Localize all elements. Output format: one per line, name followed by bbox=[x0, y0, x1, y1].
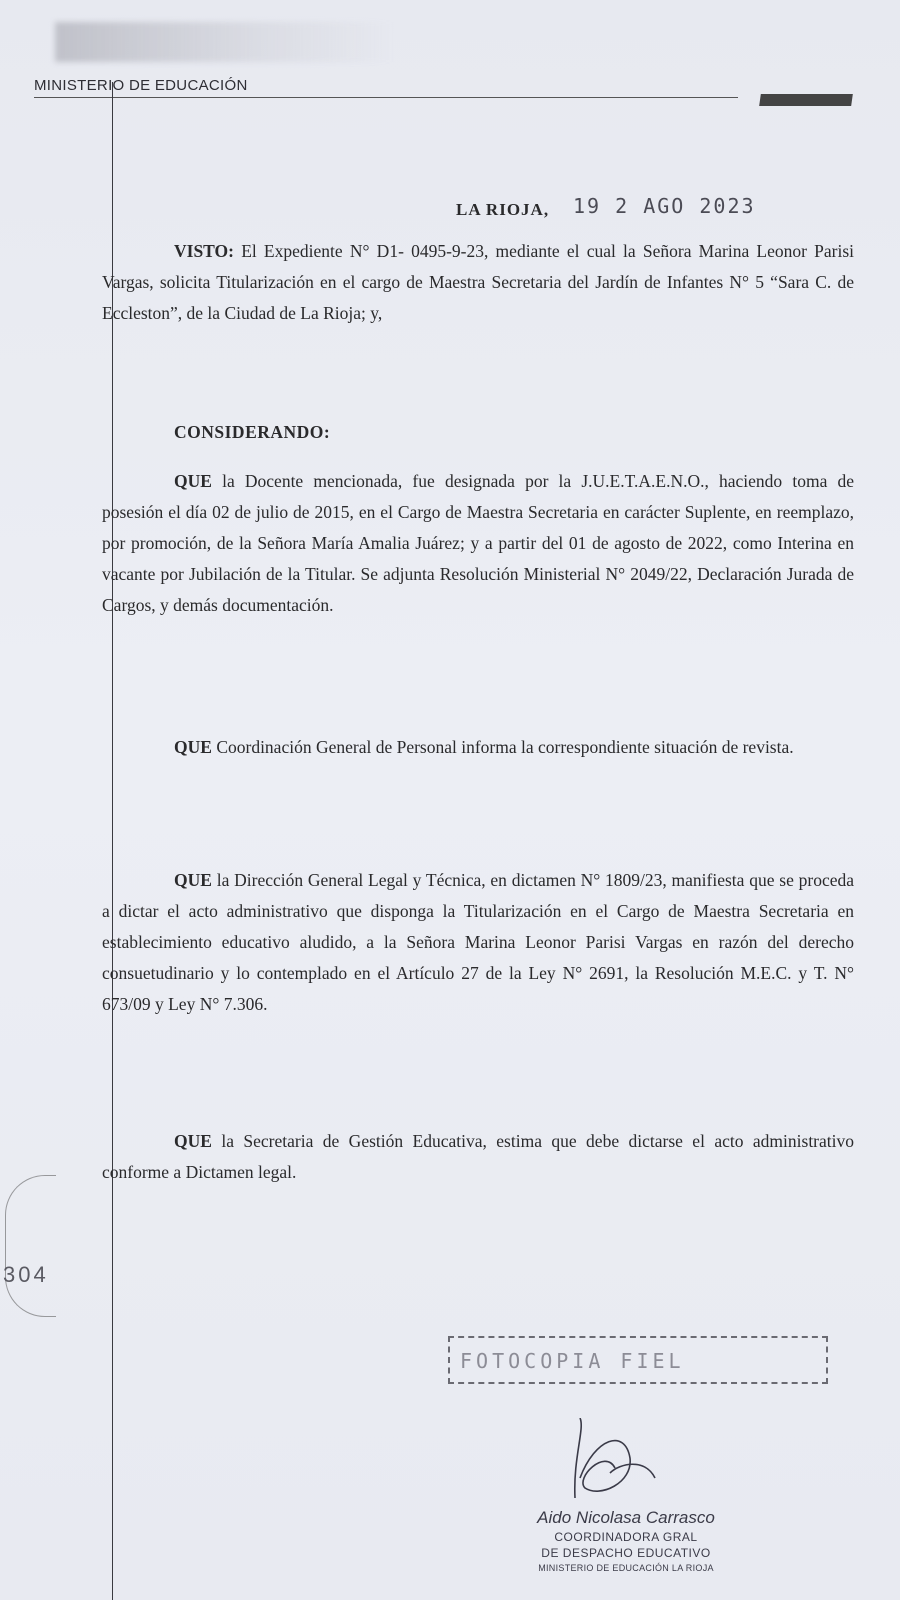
faded-header-smudge bbox=[55, 22, 395, 62]
header-rule bbox=[34, 97, 738, 98]
signatory-role-line-1: COORDINADORA GRAL bbox=[554, 1530, 698, 1544]
paragraph-text: Coordinación General de Personal informa la correspondiente situación de revista. bbox=[216, 737, 794, 757]
folio-number: 304 bbox=[3, 1262, 49, 1287]
certification-stamp-text: FOTOCOPIA FIEL bbox=[460, 1349, 685, 1373]
dateline-place: LA RIOJA, bbox=[456, 200, 550, 219]
signatory-role-line-3: MINISTERIO DE EDUCACIÓN LA RIOJA bbox=[538, 1563, 714, 1573]
paragraph-text: la Secretaria de Gestión Educativa, estima que debe dictarse el acto administrativo conforme a Dictamen legal. bbox=[102, 1131, 855, 1182]
considerando-paragraph-3 bbox=[102, 865, 854, 1020]
visto-label: VISTO: bbox=[174, 241, 234, 261]
handwritten-signature bbox=[555, 1418, 665, 1513]
paragraph-text: la Dirección General Legal y Técnica, en dictamen N° 1809/23, manifiesta que se proceda a dictar el acto administrativo que disponga la Titularización en el Cargo de Maestra Secretaria en establecimiento educativo aludido, a la Señora Marina Leonor Parisi Vargas en razón del derecho consuetudinario y lo contemplado en el Artículo 27 de la Ley N° 2691, la Resolución M.E.C. y T. N° 673/09 y Ley N° 7.306. bbox=[102, 870, 854, 1014]
visto-paragraph bbox=[102, 236, 854, 329]
que-label: QUE bbox=[174, 471, 212, 491]
considerando-paragraph-1 bbox=[102, 466, 854, 621]
que-label: QUE bbox=[174, 1131, 212, 1151]
considerando-heading: CONSIDERANDO: bbox=[174, 422, 331, 442]
paragraph-text: la Docente mencionada, fue designada por la J.U.E.T.A.E.N.O., haciendo toma de posesión el día 02 de julio de 2015, en el Cargo de Maestra Secretaria en carácter Suplente, en reemplazo, por promoción, de la Señora María Amalia Juárez; y a partir del 01 de agosto de 2022, como Interina en vacante por Jubilación de la Titular. Se adjunta Resolución Ministerial N° 2049/22, Declaración Jurada de Cargos, y demás documentación. bbox=[102, 471, 855, 615]
visto-text: El Expediente N° D1- 0495-9-23, mediante el cual la Señora Marina Leonor Parisi Vargas, solicita Titularización en el cargo de Maestra Secretaria del Jardín de Infantes N° 5 “Sara C. de Eccleston”, de la Ciudad de La Rioja; y, bbox=[102, 241, 854, 323]
considerando-paragraph-4 bbox=[102, 1126, 854, 1188]
margin-bracket-mark bbox=[5, 1175, 56, 1317]
corner-mark bbox=[759, 94, 853, 106]
que-label: QUE bbox=[174, 870, 212, 890]
date-stamp: 19 2 AGO 2023 bbox=[573, 194, 756, 218]
que-label: QUE bbox=[174, 737, 212, 757]
signatory-name: Aido Nicolasa Carrasco bbox=[537, 1508, 715, 1527]
ministry-header: MINISTERIO DE EDUCACIÓN bbox=[34, 77, 248, 94]
considerando-paragraph-2 bbox=[102, 732, 854, 763]
signatory-role-line-2: DE DESPACHO EDUCATIVO bbox=[541, 1546, 711, 1560]
